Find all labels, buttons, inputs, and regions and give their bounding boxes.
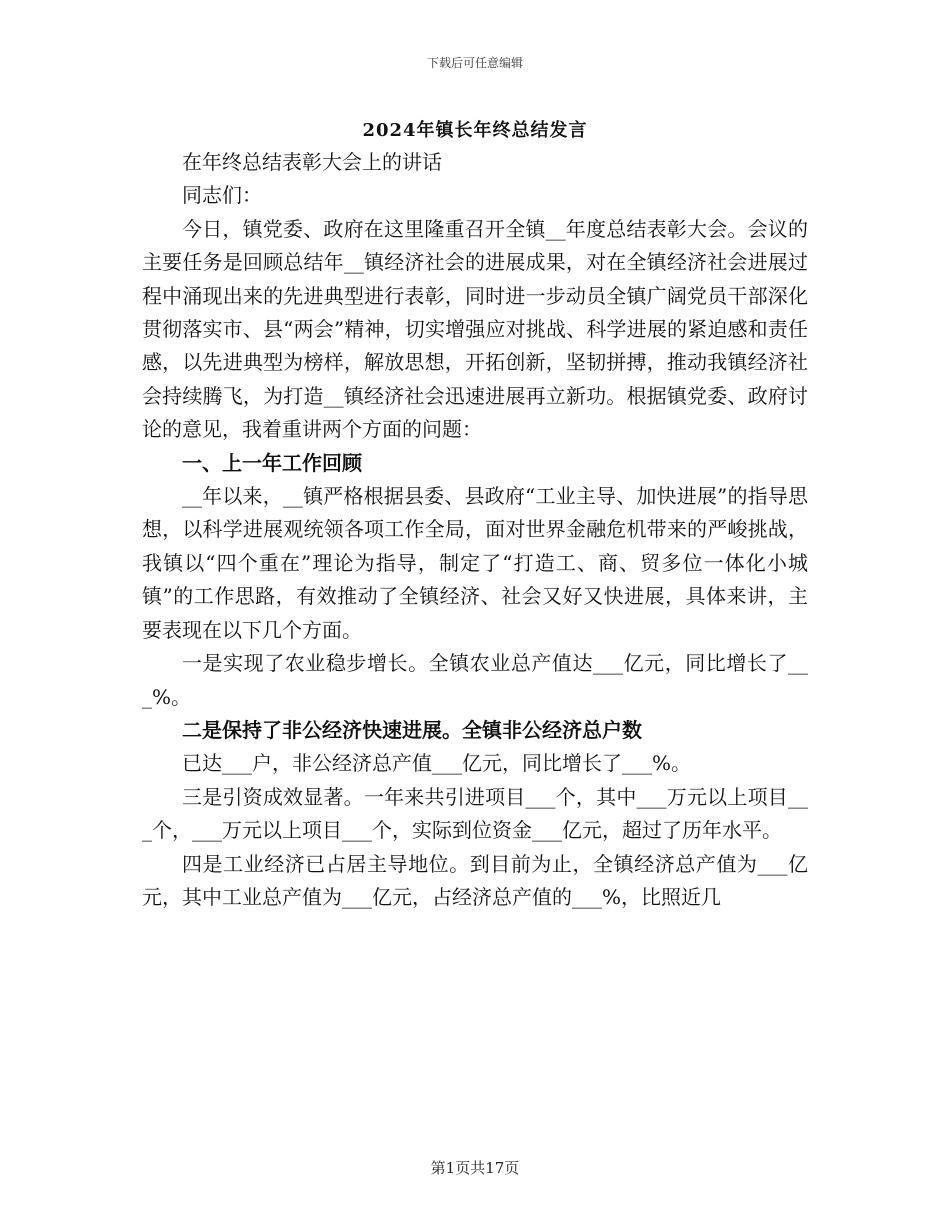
intro-paragraph: 今日，镇党委、政府在这里隆重召开全镇__年度总结表彰大会。会议的主要任务是回顾总结年__镇经济社会的进展成果，对在全镇经济社会进展过程中涌现出来的先进典型进行表彰，同时进一步动员全镇广阔党员干部深化贯彻落实市、县“两会”精神，切实增强应对挑战、科学进展的紧迫感和责任感，以先进典型为榜样，解放思想，开拓创新，坚韧拼搏，推动我镇经济社会持续腾飞，为打造__镇经济社会迅速进展再立新功。根据镇党委、政府讨论的意见，我着重讲两个方面的问题： (142, 216, 808, 442)
point-investment: 三是引资成效显著。一年来共引进项目___个，其中___万元以上项目___个，___万元以上项目___个，实际到位资金___亿元，超过了历年水平。 (142, 784, 808, 843)
point-non-public-detail: 已达___户，非公经济总产值___亿元，同比增长了___%。 (182, 751, 692, 776)
point-non-public-heading: 二是保持了非公经济快速进展。全镇非公经济总户数 (182, 717, 642, 742)
document-title: 2024年镇长年终总结发言 (362, 120, 588, 141)
section-heading-review: 一、上一年工作回顾 (182, 450, 362, 475)
salutation: 同志们： (182, 183, 262, 208)
speech-subtitle: 在年终总结表彰大会上的讲话 (182, 150, 442, 174)
point-industry: 四是工业经济已占居主导地位。到目前为止，全镇经济总产值为___亿元，其中工业总产值为___亿元，占经济总产值的___%，比照近几 (142, 851, 808, 909)
review-paragraph: __年以来，__镇严格根据县委、县政府“工业主导、加快进展”的指导思想，以科学进展观统领各项工作全局，面对世界金融危机带来的严峻挑战，我镇以“四个重在”理论为指导，制定了“打造工、商、贸多位一体化小城镇”的工作思路，有效推动了全镇经济、社会又好又快进展，具体来讲，主要表现在以下几个方面。 (142, 484, 808, 642)
document-body (142, 146, 808, 914)
point-agriculture: 一是实现了农业稳步增长。全镇农业总产值达___亿元，同比增长了___%。 (142, 651, 808, 709)
page-header: 下载后可任意编辑 (426, 56, 523, 70)
page-number: 第1页共17页 (430, 1159, 520, 1177)
